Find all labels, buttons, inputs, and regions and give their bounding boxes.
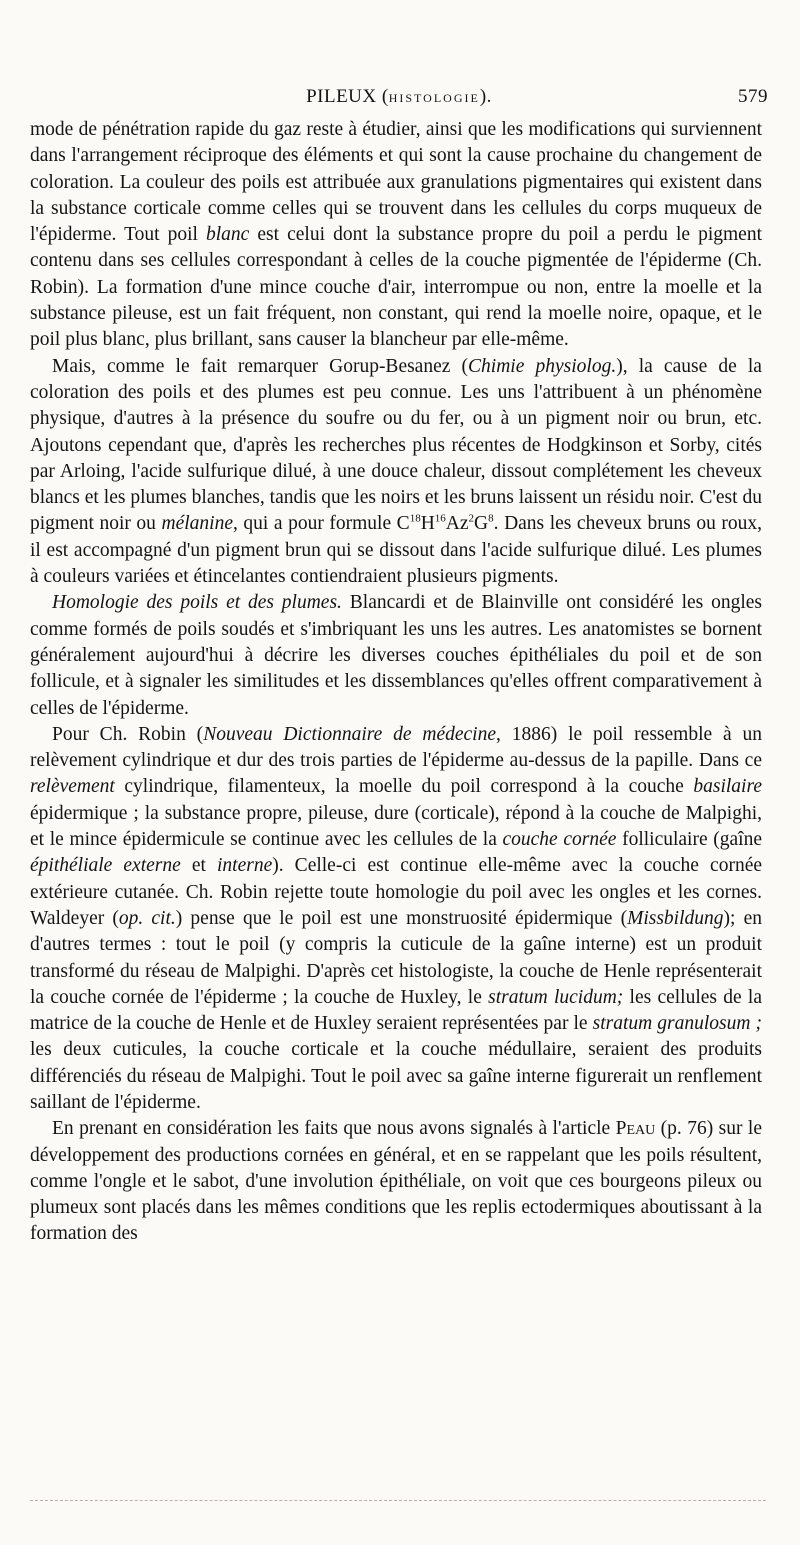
text-run: Blancardi et de Blainville ont considéré les ongles comme formés de poils soudés et s'imbriquant les uns les autres. Les anatomistes se bornent généralement aujourd'hui à décrire les diverses couches épithéliales du poil et de son follicule, et à signaler les similitudes et les dissemblances qu'elles offrent comparativement à celles de l'épiderme. xyxy=(30,592,762,719)
text-run: , qui a pour formule C xyxy=(232,513,410,535)
italic-text: blanc xyxy=(206,224,250,246)
header-title-main: PILEUX ( xyxy=(306,86,389,107)
text-run: Az xyxy=(445,513,469,535)
text-run: est celui dont la substance propre du poil a perdu le pigment contenu dans ses cellules correspondant à celles de la couche pigmentée de l'épiderme (Ch. Robin). La formation d'une mince couche d'air, interrompue ou non, entre la moelle et la substance pileuse, est un fait fréquent, non constant, qui rend la moelle noire, opaque, et le poil plus blanc, plus brillant, sans causer la blancheur par elle-même. xyxy=(30,224,762,351)
italic-text: basilaire xyxy=(693,776,762,798)
italic-text: op. cit. xyxy=(118,907,176,929)
text-run: et xyxy=(180,855,217,877)
text-run: . Dans les cheveux bruns ou roux, il est accompagné d'un pigment brun qui se dissout dans l'acide sulfurique dilué. Les plumes à couleurs variées et étincelantes contiendraient plusieurs pigments. xyxy=(30,513,763,588)
italic-text: Nouveau Dictionnaire de médecine xyxy=(203,723,497,745)
text-run: Pour Ch. Robin ( xyxy=(52,723,204,745)
header-title-end: ). xyxy=(479,86,492,107)
italic-text: stratum lucidum; xyxy=(488,986,624,1008)
paragraph xyxy=(30,117,762,354)
header-title xyxy=(30,86,768,108)
text-run: ) pense que le poil est une monstruosité épidermique ( xyxy=(175,907,628,929)
running-header xyxy=(30,86,768,112)
formula-superscript: 8 xyxy=(488,512,494,525)
italic-text: relèvement xyxy=(30,776,115,798)
italic-text: épithéliale externe xyxy=(30,855,181,877)
text-run: (p. 76) sur le développement des productions cornées en général, et en se rappelant que les poils résultent, comme l'ongle et le sabot, d'une involution épithéliale, on voit que ces bourgeons pileux ou plumeux sont placés dans les mêmes conditions que les replis ectodermiques aboutissant à la formation des xyxy=(30,1118,762,1245)
formula-superscript: 2 xyxy=(468,512,475,525)
text-run: les deux cuticules, la couche corticale et la couche médullaire, seraient des produits différenciés du réseau de Malpighi. Tout le poil avec sa gaîne interne figurerait un renflement saillant de l'épiderme. xyxy=(30,1039,762,1113)
italic-text: Chimie physiolog. xyxy=(468,355,617,377)
italic-text: interne xyxy=(217,855,273,877)
text-run: En prenant en considération les faits que nous avons signalés à l'article xyxy=(52,1118,616,1140)
paragraph xyxy=(30,722,762,1116)
text-run: ), la cause de la coloration des poils et des plumes est peu connue. Les uns l'attribuent à un phénomène physique, d'autres à la présence du soufre ou du fer, ou à un pigment noir ou brun, etc. Ajoutons cependant que, d'après les recherches plus récentes de Hodgkinson et Sorby, cités par Arloing, l'acide sulfurique dilué, à une douce chaleur, dissout complétement les cheveux blancs et les plumes blanches, tandis que les noirs et les bruns laissent un résidu noir. C'est du pigment noir ou xyxy=(30,355,762,535)
text-run: H xyxy=(420,513,435,535)
body-text xyxy=(30,117,762,1248)
text-run: mode de pénétration rapide du gaz reste à étudier, ainsi que les modifications qui surviennent dans l'arrangement réciproque des éléments et qui sont la cause prochaine du changement de coloration. La couleur des poils est attribuée aux granulations pigmentaires qui existent dans la substance corticale comme celles qui se trouvent dans les cellules du corps muqueux de l'épiderme. Tout poil xyxy=(30,119,762,246)
footer-rule xyxy=(30,1500,766,1501)
paragraph xyxy=(30,590,762,721)
text-run: cylindrique, filamenteux, la moelle du poil correspond à la couche xyxy=(114,776,694,798)
italic-text: couche cornée xyxy=(502,829,617,851)
italic-text: Missbildung xyxy=(627,907,724,929)
small-caps-text: Peau xyxy=(615,1118,656,1140)
text-run: ); en d'autres termes : tout le poil (y compris la cuticule de la gaîne interne) est un produit transformé du réseau de Malpighi. D'après cet histologiste, la couche de Henle représenterait la couche cornée de l'épiderme ; la couche de Huxley, le xyxy=(30,907,762,1008)
formula-superscript: 18 xyxy=(409,512,421,525)
text-run: ). Celle-ci est continue elle-même avec la couche cornée extérieure cutanée. Ch. Robin rejette toute homologie du poil avec les ongles et les cornes. Waldeyer ( xyxy=(30,855,762,929)
text-run: G xyxy=(474,513,489,535)
header-title-subject: HISTOLOGIE xyxy=(388,91,480,105)
text-run: Mais, comme le fait remarquer Gorup-Besanez ( xyxy=(52,355,469,377)
italic-text: stratum granulosum ; xyxy=(592,1013,762,1035)
page-number: 579 xyxy=(738,86,768,107)
italic-text: mélanine xyxy=(161,513,233,535)
text-run: les cellules de la matrice de la couche de Henle et de Huxley seraient représentées par le xyxy=(30,986,762,1035)
text-run: épidermique ; la substance propre, pileuse, dure (corticale), répond à la couche de Malpighi, et le mince épidermicule se continue avec les cellules de la xyxy=(30,802,762,851)
italic-text: Homologie des poils et des plumes. xyxy=(52,592,342,614)
text-run: folliculaire (gaîne xyxy=(616,829,762,851)
text-run: , 1886) le poil ressemble à un relèvement cylindrique et dur des trois parties de l'épiderme au-dessus de la papille. Dans ce xyxy=(30,723,763,772)
paragraph xyxy=(30,354,762,591)
formula-superscript: 16 xyxy=(434,512,446,525)
paragraph xyxy=(30,1116,762,1247)
